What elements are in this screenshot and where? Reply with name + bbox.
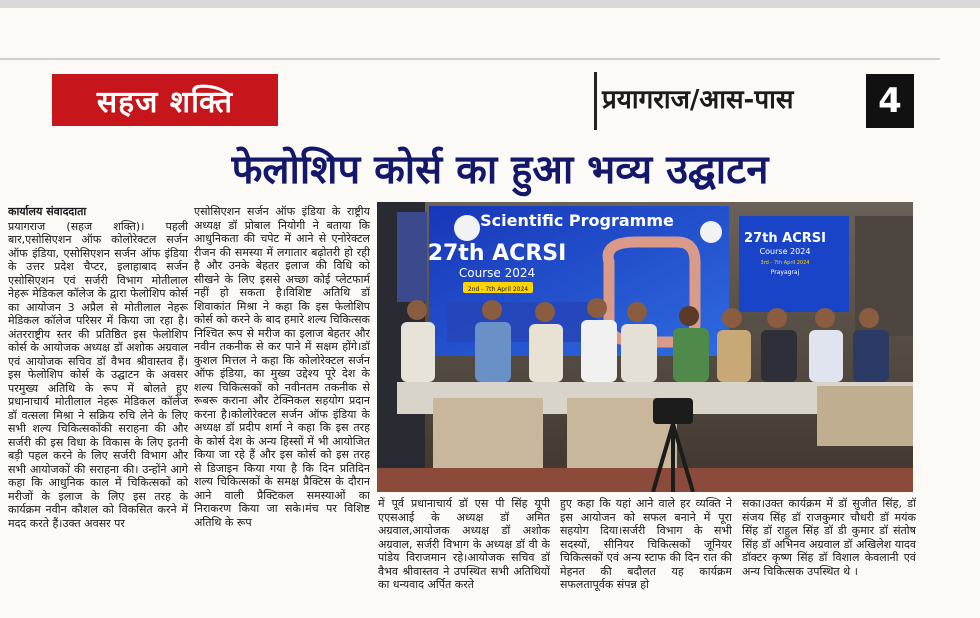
column-5-text: सका।उक्त कार्यक्रम में डॉ सुजीत सिंह, डॉ संजय सिंह डॉ राजकुमार चौधरी डॉ मयंक सिंह डॉ राहुल सिंह डॉ डी कुमार डॉ संतोष सिंह डॉ अभिनव अग्रवाल डॉ अखिलेश यादव डॉक्टर कृष्ण सिंह डॉ विशाल केवलानी एवं अन्य चिकित्सक उपस्थित थे ।: [742, 497, 916, 578]
masthead-banner: [52, 74, 278, 126]
column-3-text: में पूर्व प्रधानाचार्य डॉ एस पी सिंह यूपी एएसआई के अध्यक्ष डॉ अमित अग्रवाल,आयोजक अध्यक्ष डॉ अशोक अग्रवाल, सर्जरी विभाग के अध्यक्ष डॉ वी के पांडेय विराजमान रहे।आयोजक सचिव डॉ वैभव श्रीवास्तव ने उपस्थित सभी अतिथियों का धन्यवाद अर्पित करते: [378, 497, 550, 591]
column-1-text: प्रयागराज (सहज शक्ति)। पहली बार,एसोसिएशन ऑफ कोलोरेक्टल सर्जन ऑफ इंडिया, एसोसिएशन सर्जन ऑफ इंडिया के उत्तर प्रदेश चैप्टर, इलाहाबाद सर्जन एसोसिएशन एवं सर्जरी विभाग मोतीलाल नेहरू मेडिकल कॉलेज के द्वारा फेलोशिप कोर्स का आयोजन 3 अप्रैल से मोतीलाल नेहरू मेडिकल कॉलेज परिसर में किया जा रहा है। अंतरराष्ट्रीय स्तर की प्रतिष्ठित इस फेलोशिप कोर्स के आयोजक अध्यक्ष डॉ अशोक अग्रवाल एवं आयोजक सचिव डॉ वैभव श्रीवास्तव हैं।इस फेलोशिप कोर्स के उद्घाटन के अवसर परमुख्य अतिथि के रूप में बोलते हुए प्रधानाचार्य मोतीलाल नेहरू मेडिकल कॉलेज डॉ वत्सला मिश्रा ने सक्रिय रुचि लेने के लिए सभी शल्य चिकित्सकोंकी सराहना की और सर्जरी की इस विधा के विकास के लिए इतनी बड़ी पहल करने के लिए सर्जरी विभाग और सभी आयोजकों की सराहना की। उन्होंने आगे कहा कि आधुनिक काल में चिकित्सकों को मरीजों के इलाज के लिए इस तरह के कार्यक्रम नवीन कौशल को विकसित करने में मदद करते हैं।उक्त अवसर पर: [8, 219, 188, 530]
section-name: प्रयागराज/आस-पास: [602, 85, 794, 115]
article-column-5: [742, 497, 916, 615]
article-byline: कार्यालय संवाददाता: [8, 205, 87, 218]
screen-title: 27th ACRSI: [427, 241, 567, 266]
side-screen-title: 27th ACRSI: [744, 231, 826, 246]
article-column-3: [378, 497, 550, 615]
screen-heading: Scientific Programme: [480, 211, 674, 230]
side-screen-city: Prayagraj: [770, 269, 800, 276]
column-4-text: हुए कहा कि यहां आने वाले हर व्यक्ति ने इस आयोजन को सफल बनाने में पूरा सहयोग दिया।सर्जरी विभाग के सभी सदस्यों, सीनियर चिकित्सकों जूनियर चिकित्सकों एवं अन्य स्टाफ की दिन रात की मेहनत की बदौलत यह कार्यक्रम सफलतापूर्वक संपन्न हो: [560, 497, 732, 591]
page-number: 4: [866, 74, 914, 128]
event-photo: [377, 202, 913, 492]
article-column-4: [560, 497, 732, 615]
screen-dates: 2nd - 7th April 2024: [467, 286, 529, 293]
section-divider: [594, 72, 597, 130]
column-2-text: एसोसिएशन सर्जन ऑफ इंडिया के राष्ट्रीय अध्यक्ष डॉ प्रोबाल नियोगी ने बताया कि आधुनिकता की चपेट में आने से एनोरेक्टल रीजन की समस्या में लगातार बढ़ोतरी हो रही है और उनके बेहतर इलाज की विधि को सीखने के लिए इससे अच्छा कोई प्लेटफार्म नहीं हो सकता है।विशिष्ट अतिथि डॉ शिवाकांत मिश्रा ने कहा कि इस फेलोशिप कोर्स को करने के बाद हमारे शल्य चिकित्सक निश्चित रूप से मरीज का इलाज बेहतर और नवीन तकनीक से कर पाने में सक्षम होंगे।डॉ कुशल मित्तल ने कहा कि कोलोरेक्टल सर्जन ऑफ इंडिया, का मुख्य उद्देश्य पूरे देश के शल्य चिकित्सकों को नवीनतम तकनीक से रूबरू कराना और टेक्निकल सहयोग प्रदान करना है।कोलोरेक्टल सर्जन ऑफ इंडिया के अध्यक्ष डॉ प्रदीप शर्मा ने कहा कि इस तरह के कोर्स देश के अन्य हिस्सों में भी आयोजित किया जा रहे हैं और इस कोर्स को इस तरह से डिजाइन किया गया है कि दिन प्रतिदिन शल्य चिकित्सकों के समक्ष प्रैक्टिस के दौरान आने वाली प्रैक्टिकल समस्याओं का निराकरण किया जा सके।मंच पर विशिष्ट अतिथि के रूप: [194, 205, 370, 529]
top-rule: [0, 58, 940, 60]
side-screen-subtitle: Course 2024: [759, 247, 811, 256]
article-headline: फेलोशिप कोर्स का हुआ भव्य उद्घाटन: [231, 147, 769, 193]
masthead-title: सहज शक्ति: [96, 84, 234, 120]
screen-subtitle: Course 2024: [458, 266, 536, 280]
side-screen-dates: 3rd - 7th April 2024: [760, 260, 810, 266]
page-top-strip: [0, 0, 980, 8]
article-column-2: [194, 205, 370, 615]
article-column-1: [8, 205, 188, 615]
